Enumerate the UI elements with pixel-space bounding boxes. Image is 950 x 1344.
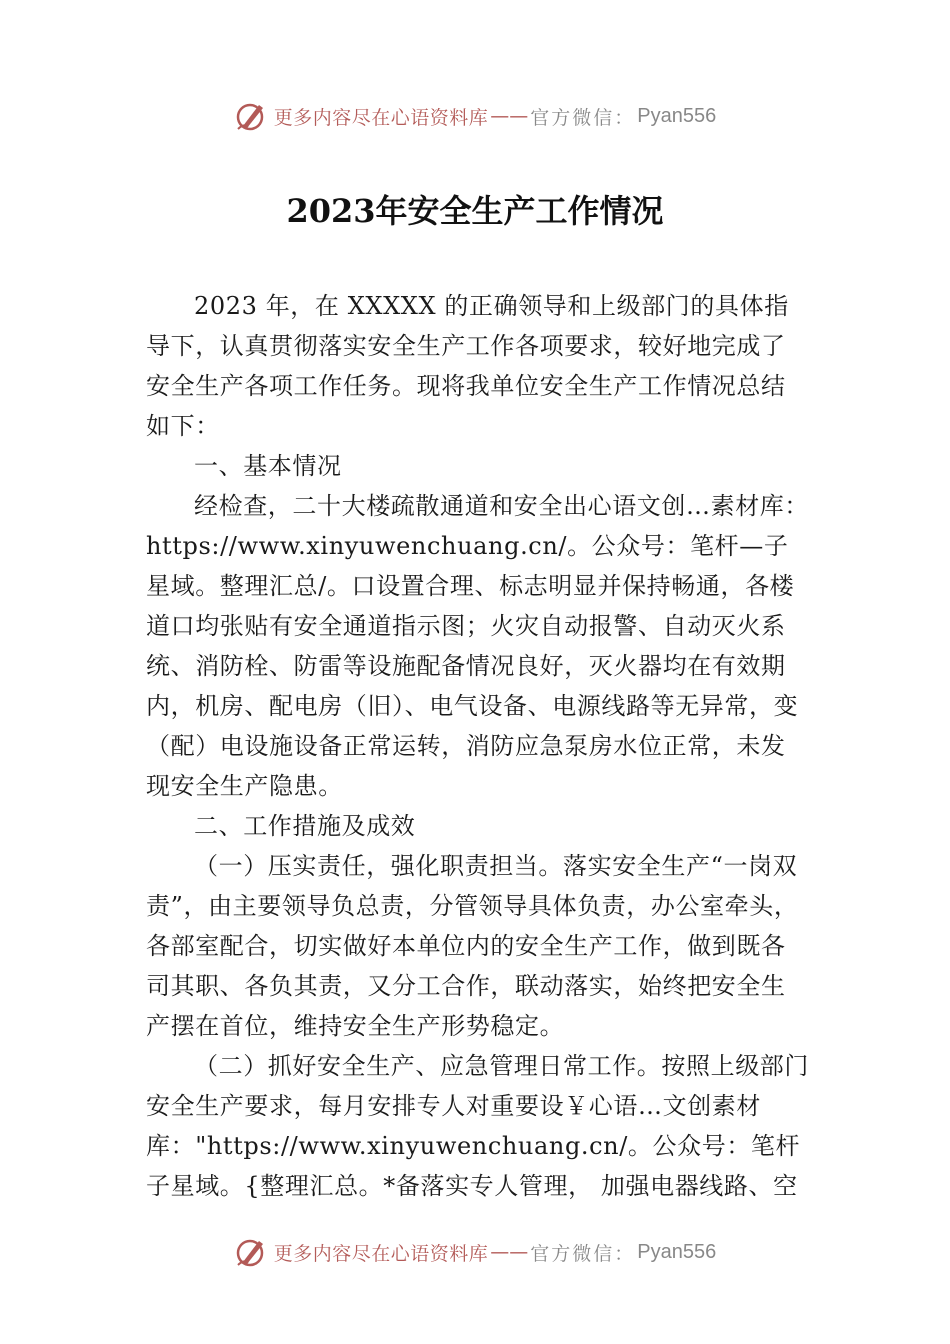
section-heading-measures: 二、工作措施及成效 [194, 812, 416, 840]
wechat-id: Pyan556 [637, 1240, 717, 1263]
site-promo-text: 更多内容尽在心语资料库 [273, 106, 489, 129]
wechat-id: Pyan556 [637, 104, 717, 127]
banner-dash: —— [490, 105, 529, 127]
section-heading-basic: 一、基本情况 [194, 452, 342, 480]
footer-banner [0, 1232, 950, 1272]
body-paragraph: （二）抓好安全生产、应急管理日常工作。按照上级部门安全生产要求，每月安排专人对重要设￥心语…文创素材库："https://www.xinyuwenchuang.cn/。公众号：笔杆子星域。{整理汇总。*备落实专人管理， 加强电器线路、空 [146, 1052, 809, 1200]
document-body [146, 286, 810, 1206]
wechat-label: 官方微信： [530, 106, 636, 129]
header-banner [0, 96, 950, 136]
quill-pen-logo-icon [234, 1235, 268, 1269]
quill-pen-logo-icon [234, 99, 268, 133]
body-paragraph: （一）压实责任，强化职责担当。落实安全生产“一岗双责”，由主要领导负总责，分管领导具体负责，办公室牵头，各部室配合，切实做好本单位内的安全生产工作，做到既各司其职、各负其责，又分工合作，联动落实，始终把安全生产摆在首位，维持安全生产形势稳定。 [146, 852, 799, 1040]
banner-dash: —— [490, 1241, 529, 1263]
body-paragraph: 经检查，二十大楼疏散通道和安全出心语文创…素材库：https://www.xinyuwenchuang.cn/。公众号：笔杆—子星域。整理汇总/。口设置合理、标志明显并保持畅通，各楼道口均张贴有安全通道指示图；火灾自动报警、自动灭火系统、消防栓、防雷等设施配备情况良好，灭火器均在有效期内，机房、配电房（旧）、电气设备、电源线路等无异常，变（配）电设施设备正常运转，消防应急泵房水位正常，未发现安全生产隐患。 [146, 492, 809, 800]
intro-paragraph: 2023 年，在 XXXXX 的正确领导和上级部门的具体指导下，认真贯彻落实安全生产工作各项要求，较好地完成了安全生产各项工作任务。现将我单位安全生产工作情况总结如下： [146, 292, 789, 440]
site-promo-text: 更多内容尽在心语资料库 [273, 1242, 489, 1265]
wechat-label: 官方微信： [530, 1242, 636, 1265]
document-title: 2023年安全生产工作情况 [286, 192, 664, 230]
